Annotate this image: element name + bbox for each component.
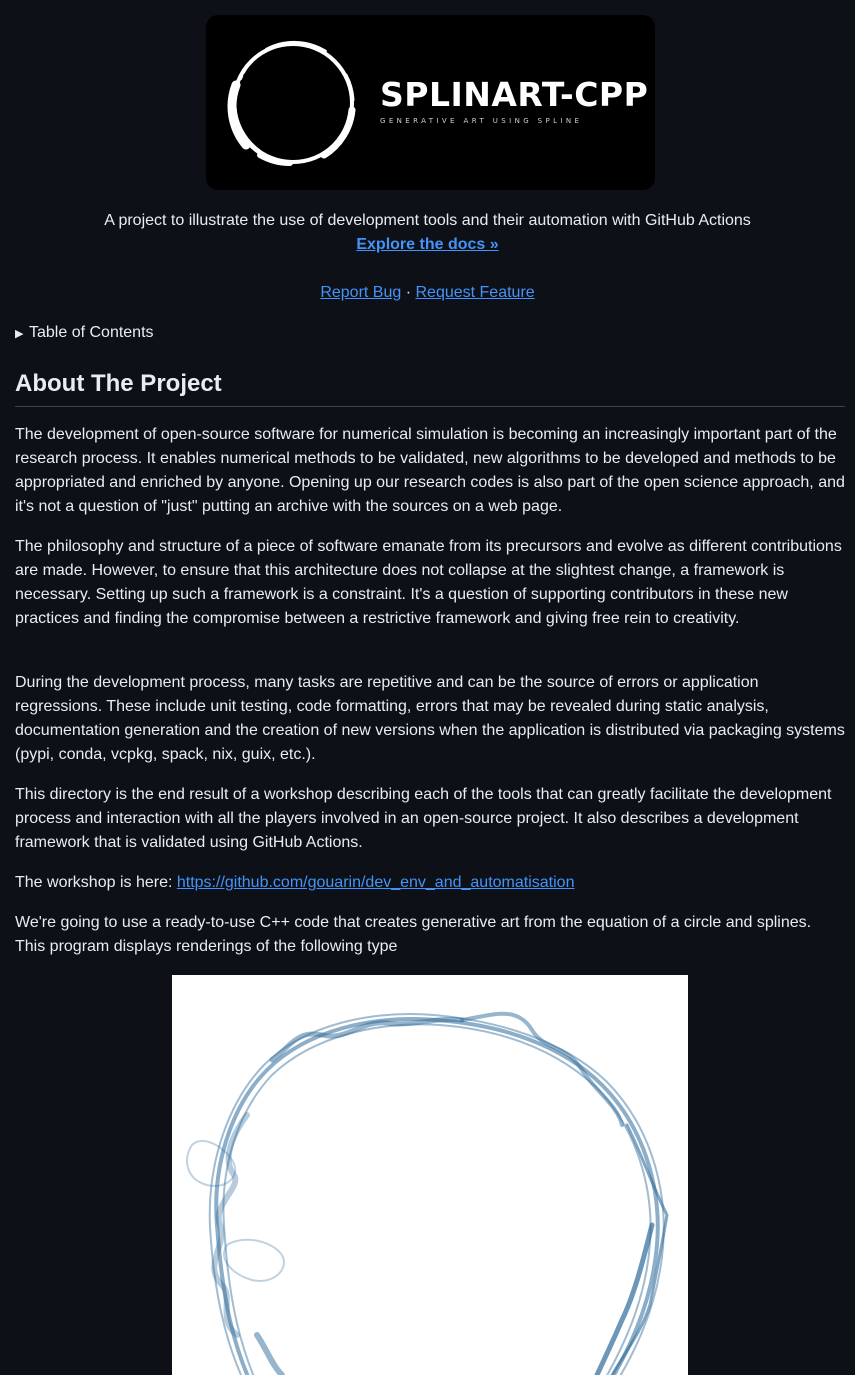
issue-links-row: [0, 281, 855, 305]
generative-art-image: [172, 975, 688, 1375]
about-heading: About The Project: [15, 368, 845, 407]
docs-link-row: [0, 233, 855, 257]
about-paragraph-1: The development of open-source software for numerical simulation is becoming an increasingly important part of the research process. It enables numerical methods to be validated, new algorithms to be developed and methods to be appropriated and enriched by anyone. Opening up our research codes is also part of the open science approach, and it's not a question of "just" putting an archive with the sources on a web page.: [15, 426, 845, 515]
project-logo: [206, 15, 655, 190]
about-paragraph-3: During the development process, many tasks are repetitive and can be the source of errors or application regressions. These include unit testing, code formatting, errors that may be revealed during static analysis, documentation generation and the creation of new versions when the application is distributed via packaging systems (pypi, conda, vcpkg, spack, nix, guix, etc.).: [15, 674, 845, 763]
workshop-prefix: The workshop is here:: [15, 874, 177, 891]
workshop-paragraph: [15, 871, 845, 895]
link-separator: ·: [405, 284, 412, 301]
table-of-contents-toggle[interactable]: [15, 321, 154, 346]
explore-docs-link[interactable]: Explore the docs »: [356, 236, 499, 253]
disclosure-triangle-icon: ▶: [15, 328, 24, 340]
workshop-link[interactable]: https://github.com/gouarin/dev_env_and_automatisation: [176, 874, 575, 891]
spline-circle-rendering: [172, 975, 688, 1375]
about-paragraph-2: The philosophy and structure of a piece of software emanate from its precursors and evolve as different contributions are made. However, to ensure that this architecture does not collapse at the slightest change, a framework is necessary. Setting up such a framework is a constraint. It's a question of supporting contributors in these new practices and finding the compromise between a restrictive framework and giving free rein to creativity.: [15, 538, 842, 627]
report-bug-link[interactable]: Report Bug: [320, 284, 402, 301]
about-paragraph-4: This directory is the end result of a workshop describing each of the tools that can greatly facilitate the development process and interaction with all the players involved in an open-source project. It also describes a development framework that is validated using GitHub Actions.: [15, 786, 832, 851]
closing-paragraph: We're going to use a ready-to-use C++ code that creates generative art from the equation of a circle and splines. This program displays renderings of the following type: [15, 914, 812, 955]
logo-title: SPLINART-CPP: [380, 75, 649, 114]
request-feature-link[interactable]: Request Feature: [415, 284, 535, 301]
logo-subtitle: GENERATIVE ART USING SPLINE: [380, 117, 583, 125]
toc-label: Table of Contents: [29, 324, 154, 341]
project-tagline: A project to illustrate the use of development tools and their automation with GitHub Actions: [104, 212, 751, 229]
